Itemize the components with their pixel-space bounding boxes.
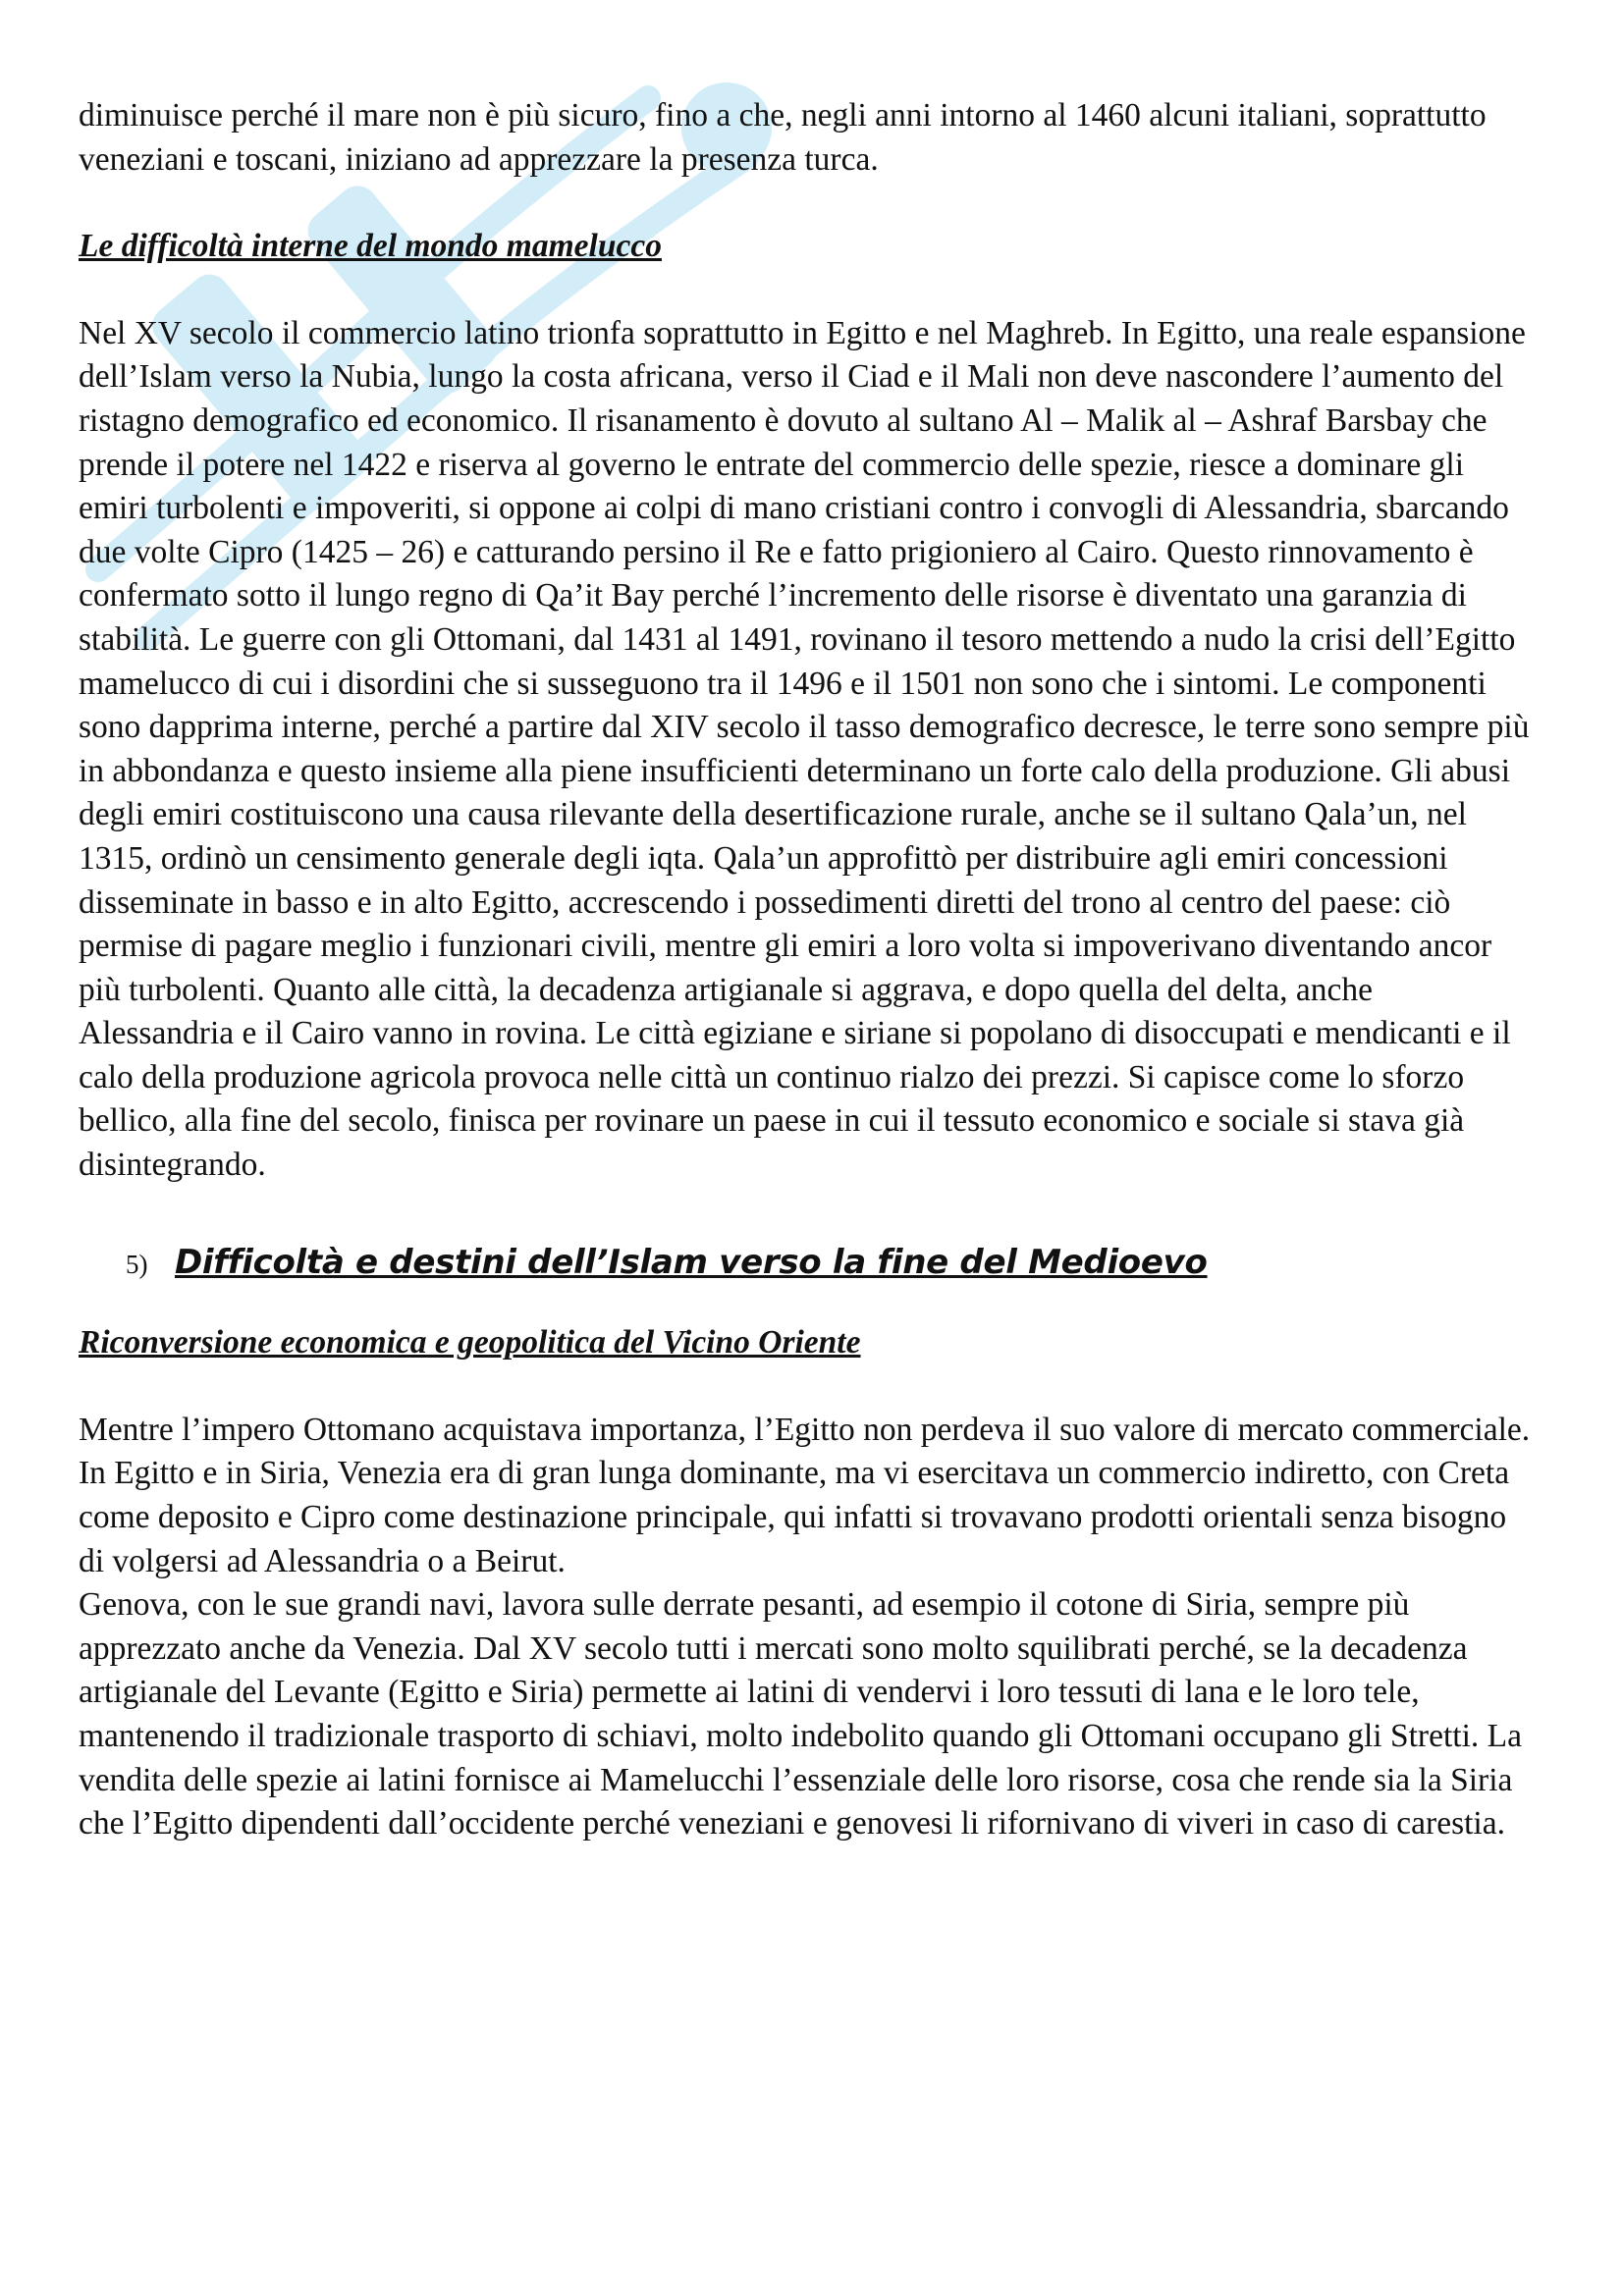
paragraph-mamelucco: Nel XV secolo il commercio latino trionfa soprattutto in Egitto e nel Maghreb. In Egitto, una reale espansione dell’Islam verso la Nubia, lungo la costa africana, verso il Ciad e il Mali non deve nascondere l’aumento del ristagno demografico ed economico. Il risanamento è dovuto al sultano Al – Malik al – Ashraf Barsbay che prende il potere nel 1422 e riserva al governo le entrate del commercio delle spezie, riesce a dominare gli emiri turbolenti e impoveriti, si oppone ai colpi di mano cristiani contro i convogli di Alessandria, sbarcando due volte Cipro (1425 – 26) e catturando persino il Re e fatto prigioniero al Cairo. Questo rinnovamento è confermato sotto il lungo regno di Qa’it Bay perché l’incremento delle risorse è diventato una garanzia di stabilità. Le guerre con gli Ottomani, dal 1431 al 1491, rovinano il tesoro mettendo a nudo la crisi dell’Egitto mamelucco di cui i disordini che si susseguono tra il 1496 e il 1501 non sono che i sintomi. Le componenti sono dapprima interne, perché a partire dal XIV secolo il tasso demografico decresce, le terre sono sempre più in abbondanza e questo insieme alla piene insufficienti determinano un forte calo della produzione. Gli abusi degli emiri costituiscono una causa rilevante della desertificazione rurale, anche se il sultano Qala’un, nel 1315, ordinò un censimento generale degli iqta. Qala’un approfittò per distribuire agli emiri concessioni disseminate in basso e in alto Egitto, accrescendo i possedimenti diretti del trono al centro del paese: ciò permise di pagare meglio i funzionari civili, mentre gli emiri a loro volta si impoverivano diventando ancor più turbolenti. Quanto alle città, la decadenza artigianale si aggrava, e dopo quella del delta, anche Alessandria e il Cairo vanno in rovina. Le città egiziane e siriane si popolano di disoccupati e mendicanti e il calo della produzione agricola provoca nelle città un continuo rialzo dei prezzi. Si capisce come lo sforzo bellico, alla fine del secolo, finisca per rovinare un paese in cui il tessuto economico e sociale si stava già disintegrando. (79, 314, 1530, 1184)
paragraph-intro: diminuisce perché il mare non è più sicuro, fino a che, negli anni intorno al 1460 alcuni italiani, soprattutto veneziani e toscani, iniziano ad apprezzare la presenza turca. (79, 97, 1487, 178)
chapter-number: 5) (126, 1249, 148, 1279)
spacer (79, 182, 1532, 225)
spacer (79, 269, 1532, 312)
paragraph-riconversione-1: Mentre l’impero Ottomano acquistava importanza, l’Egitto non perdeva il suo valore di mercato commerciale. In Egitto e in Siria, Venezia era di gran lunga dominante, ma vi esercitava un commercio indiretto, con Creta come deposito e Cipro come destinazione principale, qui infatti si trovavano prodotti orientali senza bisogno di volgersi ad Alessandria o a Beirut. (79, 1411, 1531, 1579)
spacer (79, 1365, 1532, 1409)
section-title-mamelucco: Le difficoltà interne del mondo mamelucco (79, 228, 662, 265)
spacer (79, 1286, 1532, 1321)
document-content (79, 94, 1532, 1846)
paragraph-riconversione-2: Genova, con le sue grandi navi, lavora sulle derrate pesanti, ad esempio il cotone di Siria, sempre più apprezzato anche da Venezia. Dal XV secolo tutti i mercati sono molto squilibrati perché, se la decadenza artigianale del Levante (Egitto e Siria) permette ai latini di vendervi i loro tessuti di lana e le loro tele, mantenendo il tradizionale trasporto di schiavi, molto indebolito quando gli Ottomani occupano gli Stretti. La vendita delle spezie ai latini fornisce ai Mamelucchi l’essenziale delle loro risorse, cosa che rende sia la Siria che l’Egitto dipendenti dall’occidente perché veneziani e genovesi li rifornivano di viveri in caso di carestia. (79, 1586, 1522, 1842)
chapter-heading (79, 1241, 1532, 1287)
chapter-title: Difficoltà e destini dell’Islam verso la fine del Medioevo (175, 1242, 1208, 1282)
spacer (79, 1188, 1532, 1223)
section-title-riconversione: Riconversione economica e geopolitica del Vicino Oriente (79, 1324, 861, 1362)
